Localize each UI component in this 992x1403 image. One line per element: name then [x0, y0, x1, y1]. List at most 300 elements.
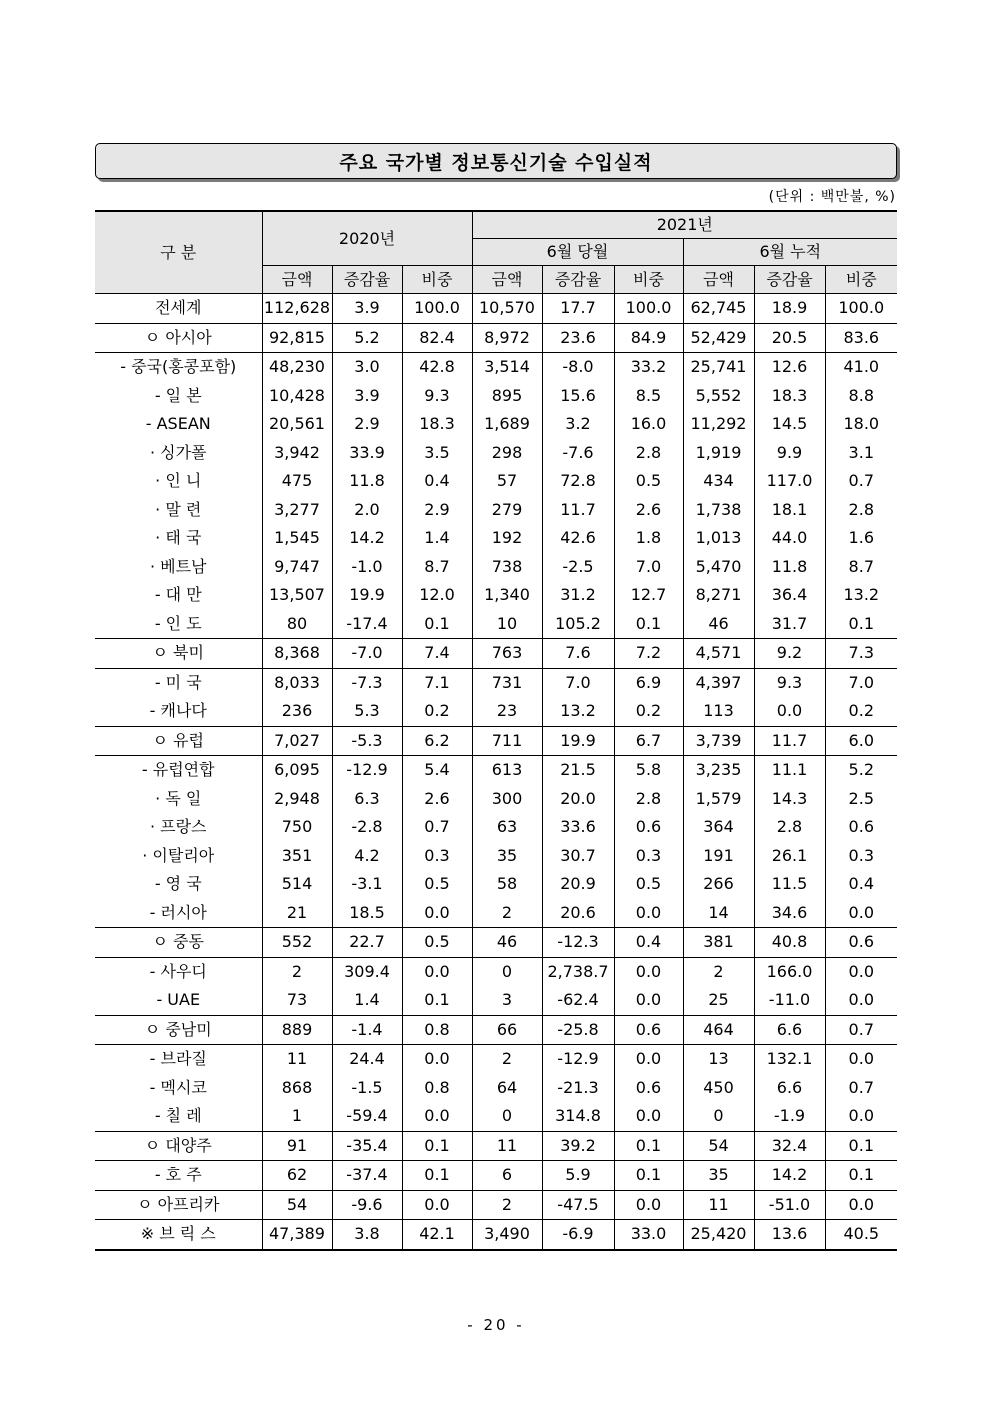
table-cell: 3,235 — [683, 756, 754, 785]
table-cell: 613 — [472, 756, 542, 785]
table-cell: 46 — [472, 928, 542, 958]
table-cell: 3.9 — [332, 382, 402, 411]
table-cell: 3.1 — [825, 439, 897, 468]
table-cell: 0.0 — [402, 1190, 472, 1220]
table-cell: 46 — [683, 610, 754, 639]
table-cell: 0.8 — [402, 1015, 472, 1045]
table-cell: 514 — [262, 870, 332, 899]
table-cell: 298 — [472, 439, 542, 468]
table-cell: -1.0 — [332, 553, 402, 582]
table-cell: 73 — [262, 986, 332, 1015]
table-cell: 12.6 — [754, 353, 825, 382]
table-cell: 3,277 — [262, 496, 332, 525]
row-label: - 러시아 — [149, 902, 207, 922]
table-cell: 4,571 — [683, 639, 754, 669]
table-cell: 3.5 — [402, 439, 472, 468]
table-cell: 266 — [683, 870, 754, 899]
table-cell: -25.8 — [542, 1015, 614, 1045]
table-cell: 0.1 — [825, 1131, 897, 1161]
table-cell: 0.0 — [825, 1045, 897, 1074]
table-cell: 9.9 — [754, 439, 825, 468]
table-cell: 35 — [683, 1161, 754, 1191]
table-cell: 32.4 — [754, 1131, 825, 1161]
table-cell: 54 — [262, 1190, 332, 1220]
table-cell: 31.7 — [754, 610, 825, 639]
table-row — [95, 928, 897, 958]
table-cell: -51.0 — [754, 1190, 825, 1220]
row-label: - 미 국 — [95, 668, 262, 697]
table-cell: 44.0 — [754, 524, 825, 553]
table-cell: 23.6 — [542, 323, 614, 353]
table-cell: 738 — [472, 553, 542, 582]
table-cell: -1.5 — [332, 1074, 402, 1103]
table-cell: 3.0 — [332, 353, 402, 382]
table-row — [95, 842, 897, 871]
table-cell: 5.4 — [402, 756, 472, 785]
table-cell: -1.4 — [332, 1015, 402, 1045]
table-cell: -8.0 — [542, 353, 614, 382]
table-cell: 0.5 — [402, 870, 472, 899]
table-cell: 63 — [472, 813, 542, 842]
table-cell: 0.7 — [825, 1015, 897, 1045]
table-cell: 1,689 — [472, 410, 542, 439]
table-cell: 105.2 — [542, 610, 614, 639]
table-cell: 0.5 — [614, 870, 683, 899]
table-cell: 2.8 — [754, 813, 825, 842]
table-cell: 18.0 — [825, 410, 897, 439]
table-cell: -6.9 — [542, 1220, 614, 1250]
table-cell: 6.2 — [402, 726, 472, 756]
table-cell: 0.0 — [614, 899, 683, 928]
table-cell: 1,738 — [683, 496, 754, 525]
table-cell: 0.0 — [754, 697, 825, 726]
table-cell: 1.6 — [825, 524, 897, 553]
table-row — [95, 1190, 897, 1220]
table-cell: 0.2 — [825, 697, 897, 726]
table-cell: 0.0 — [825, 1102, 897, 1131]
table-cell: 0.2 — [614, 697, 683, 726]
table-cell: 0.6 — [825, 813, 897, 842]
table-cell: 6.0 — [825, 726, 897, 756]
table-row — [95, 553, 897, 582]
table-cell: 33.0 — [614, 1220, 683, 1250]
table-cell: 9.3 — [754, 668, 825, 697]
table-cell: 1,579 — [683, 785, 754, 814]
table-cell: 0 — [683, 1102, 754, 1131]
table-cell: 13.6 — [754, 1220, 825, 1250]
table-cell: 552 — [262, 928, 332, 958]
table-cell: 42.8 — [402, 353, 472, 382]
table-cell: 8.5 — [614, 382, 683, 411]
table-cell: 7.1 — [402, 668, 472, 697]
table-cell: 0.4 — [825, 870, 897, 899]
table-row — [95, 581, 897, 610]
table-cell: 8,271 — [683, 581, 754, 610]
table-cell: 5.9 — [542, 1161, 614, 1191]
table-cell: 6,095 — [262, 756, 332, 785]
table-cell: -9.6 — [332, 1190, 402, 1220]
table-cell: 21.5 — [542, 756, 614, 785]
table-cell: 11 — [262, 1045, 332, 1074]
table-cell: 92,815 — [262, 323, 332, 353]
table-cell: 0.3 — [402, 842, 472, 871]
table-cell: 731 — [472, 668, 542, 697]
table-cell: 5,552 — [683, 382, 754, 411]
table-cell: 33.6 — [542, 813, 614, 842]
table-cell: 40.8 — [754, 928, 825, 958]
table-cell: 7.0 — [542, 668, 614, 697]
row-label: - 유럽연합 — [95, 756, 262, 785]
table-cell: 1,340 — [472, 581, 542, 610]
table-cell: -35.4 — [332, 1131, 402, 1161]
table-cell: 2 — [472, 899, 542, 928]
row-label: · 이탈리아 — [142, 845, 215, 865]
table-cell: 0.6 — [825, 928, 897, 958]
table-cell: 41.0 — [825, 353, 897, 382]
table-cell: 1.8 — [614, 524, 683, 553]
table-row — [95, 1102, 897, 1131]
table-cell: 0.0 — [614, 1102, 683, 1131]
table-cell: 8,368 — [262, 639, 332, 669]
table-cell: 5.2 — [332, 323, 402, 353]
table-cell: 0.5 — [402, 928, 472, 958]
table-cell: 11.8 — [332, 467, 402, 496]
table-cell: 62 — [262, 1161, 332, 1191]
table-cell: 191 — [683, 842, 754, 871]
table-cell: 314.8 — [542, 1102, 614, 1131]
table-cell: 21 — [262, 899, 332, 928]
table-cell: 0.7 — [825, 467, 897, 496]
table-cell: 3,942 — [262, 439, 332, 468]
table-cell: 2.6 — [614, 496, 683, 525]
table-cell: 3,490 — [472, 1220, 542, 1250]
table-cell: 12.7 — [614, 581, 683, 610]
table-cell: 62,745 — [683, 294, 754, 324]
table-row — [95, 726, 897, 756]
row-label: ㅇ 유럽 — [95, 726, 262, 756]
table-row — [95, 639, 897, 669]
table-row — [95, 1131, 897, 1161]
table-cell: 47,389 — [262, 1220, 332, 1250]
header-share: 비중 — [825, 266, 897, 294]
table-cell: 19.9 — [542, 726, 614, 756]
table-cell: 4.2 — [332, 842, 402, 871]
table-cell: 0 — [472, 957, 542, 986]
table-cell: 25 — [683, 986, 754, 1015]
table-cell: 0.0 — [402, 1102, 472, 1131]
table-cell: 7.3 — [825, 639, 897, 669]
table-cell: 0.1 — [614, 1161, 683, 1191]
table-cell: 9.3 — [402, 382, 472, 411]
table-cell: 0.8 — [402, 1074, 472, 1103]
row-label: - 브라질 — [95, 1045, 262, 1074]
table-cell: 1.4 — [402, 524, 472, 553]
table-cell: 0.0 — [825, 986, 897, 1015]
table-cell: 7,027 — [262, 726, 332, 756]
table-cell: 0.7 — [825, 1074, 897, 1103]
table-cell: 3.8 — [332, 1220, 402, 1250]
table-cell: 9,747 — [262, 553, 332, 582]
table-cell: 0.0 — [825, 1190, 897, 1220]
table-cell: 192 — [472, 524, 542, 553]
table-cell: 18.3 — [402, 410, 472, 439]
table-cell: 0.6 — [614, 813, 683, 842]
table-cell: 8.7 — [825, 553, 897, 582]
page-number: - 20 - — [467, 1316, 525, 1334]
table-cell: 2.8 — [825, 496, 897, 525]
table-cell: 11.7 — [754, 726, 825, 756]
table-cell: 0.0 — [614, 957, 683, 986]
table-cell: -2.8 — [332, 813, 402, 842]
table-cell: 20.9 — [542, 870, 614, 899]
table-cell: 2 — [262, 957, 332, 986]
table-cell: 2.5 — [825, 785, 897, 814]
table-cell: 450 — [683, 1074, 754, 1103]
row-label: ㅇ 아프리카 — [95, 1190, 262, 1220]
table-cell: 24.4 — [332, 1045, 402, 1074]
table-cell: -3.1 — [332, 870, 402, 899]
table-cell: 5,470 — [683, 553, 754, 582]
table-cell: 100.0 — [402, 294, 472, 324]
header-year-2020: 2020년 — [262, 211, 472, 266]
table-cell: 14.5 — [754, 410, 825, 439]
row-label: ㅇ 대양주 — [95, 1131, 262, 1161]
table-cell: -7.3 — [332, 668, 402, 697]
table-cell: 19.9 — [332, 581, 402, 610]
table-cell: 0.1 — [825, 610, 897, 639]
table-cell: 25,741 — [683, 353, 754, 382]
table-row — [95, 1161, 897, 1191]
row-label: · 싱가폴 — [149, 442, 207, 462]
table-cell: 279 — [472, 496, 542, 525]
table-cell: 20.5 — [754, 323, 825, 353]
table-cell: 11.5 — [754, 870, 825, 899]
table-cell: 6.9 — [614, 668, 683, 697]
table-cell: 15.6 — [542, 382, 614, 411]
table-cell: 2.8 — [614, 785, 683, 814]
table-cell: 113 — [683, 697, 754, 726]
table-body — [95, 294, 897, 1250]
table-cell: 13,507 — [262, 581, 332, 610]
table-cell: 0.0 — [614, 986, 683, 1015]
table-cell: 0.1 — [614, 610, 683, 639]
table-row — [95, 467, 897, 496]
table-cell: 464 — [683, 1015, 754, 1045]
table-row — [95, 1074, 897, 1103]
table-cell: 5.2 — [825, 756, 897, 785]
table-cell: -47.5 — [542, 1190, 614, 1220]
row-label: · 말 련 — [155, 499, 202, 519]
table-cell: 2.9 — [332, 410, 402, 439]
table-cell: -17.4 — [332, 610, 402, 639]
table-cell: -37.4 — [332, 1161, 402, 1191]
row-label: · 태 국 — [155, 528, 202, 548]
table-cell: 20.0 — [542, 785, 614, 814]
table-cell: -7.6 — [542, 439, 614, 468]
table-cell: 14.2 — [332, 524, 402, 553]
table-row — [95, 813, 897, 842]
table-cell: 0.6 — [614, 1074, 683, 1103]
header-june-cumulative: 6월 누적 — [683, 239, 897, 266]
table-cell: 7.2 — [614, 639, 683, 669]
table-cell: 72.8 — [542, 467, 614, 496]
table-cell: 7.0 — [825, 668, 897, 697]
table-cell: 7.6 — [542, 639, 614, 669]
table-cell: 66 — [472, 1015, 542, 1045]
table-cell: 23 — [472, 697, 542, 726]
table-cell: 52,429 — [683, 323, 754, 353]
table-cell: 1 — [262, 1102, 332, 1131]
table-cell: 54 — [683, 1131, 754, 1161]
table-cell: -5.3 — [332, 726, 402, 756]
row-label: - 일 본 — [154, 385, 202, 405]
table-cell: 3.9 — [332, 294, 402, 324]
table-cell: -59.4 — [332, 1102, 402, 1131]
table-cell: 2.0 — [332, 496, 402, 525]
table-row — [95, 524, 897, 553]
table-cell: 0.0 — [402, 1045, 472, 1074]
row-label: - 대 만 — [154, 585, 202, 605]
table-cell: -11.0 — [754, 986, 825, 1015]
table-cell: 0.0 — [825, 957, 897, 986]
table-row — [95, 496, 897, 525]
header-year-2021: 2021년 — [472, 211, 897, 239]
table-cell: 309.4 — [332, 957, 402, 986]
header-category: 구 분 — [95, 211, 262, 294]
table-cell: 35 — [472, 842, 542, 871]
table-cell: -21.3 — [542, 1074, 614, 1103]
header-growth: 증감율 — [542, 266, 614, 294]
table-cell: 763 — [472, 639, 542, 669]
table-cell: 14.2 — [754, 1161, 825, 1191]
table-cell: 2,738.7 — [542, 957, 614, 986]
table-cell: 0.1 — [825, 1161, 897, 1191]
table-cell: 1,013 — [683, 524, 754, 553]
row-label: - 멕시코 — [149, 1077, 207, 1097]
table-cell: 11.7 — [542, 496, 614, 525]
table-cell: 0.3 — [614, 842, 683, 871]
table-cell: 8,972 — [472, 323, 542, 353]
table-cell: 0.1 — [402, 610, 472, 639]
header-june-current: 6월 당월 — [472, 239, 683, 266]
table-cell: 48,230 — [262, 353, 332, 382]
table-cell: 18.9 — [754, 294, 825, 324]
table-row — [95, 323, 897, 353]
table-cell: 0.1 — [402, 986, 472, 1015]
table-cell: 31.2 — [542, 581, 614, 610]
table-cell: 132.1 — [754, 1045, 825, 1074]
table-cell: 0.0 — [614, 1190, 683, 1220]
table-cell: 6.6 — [754, 1074, 825, 1103]
table-cell: 10,428 — [262, 382, 332, 411]
table-cell: 300 — [472, 785, 542, 814]
table-cell: 82.4 — [402, 323, 472, 353]
table-row — [95, 756, 897, 785]
table-cell: 1,545 — [262, 524, 332, 553]
table-row — [95, 294, 897, 324]
row-label: 전세계 — [155, 298, 202, 318]
table-cell: -1.9 — [754, 1102, 825, 1131]
table-cell: 2 — [472, 1045, 542, 1074]
table-cell: 166.0 — [754, 957, 825, 986]
table-cell: 112,628 — [262, 294, 332, 324]
table-cell: 9.2 — [754, 639, 825, 669]
row-label: ※ 브 릭 스 — [95, 1220, 262, 1250]
header-amount: 금액 — [472, 266, 542, 294]
table-cell: 7.0 — [614, 553, 683, 582]
table-cell: 42.1 — [402, 1220, 472, 1250]
table-cell: 0.0 — [402, 957, 472, 986]
table-cell: 351 — [262, 842, 332, 871]
table-cell: 18.1 — [754, 496, 825, 525]
table-row — [95, 785, 897, 814]
table-cell: 16.0 — [614, 410, 683, 439]
table-cell: 18.5 — [332, 899, 402, 928]
table-row — [95, 382, 897, 411]
table-cell: 711 — [472, 726, 542, 756]
row-label: - 캐나다 — [149, 701, 207, 721]
table-cell: 434 — [683, 467, 754, 496]
row-label: · 프랑스 — [149, 817, 207, 837]
table-cell: 40.5 — [825, 1220, 897, 1250]
table-cell: 0.7 — [402, 813, 472, 842]
import-table — [95, 210, 897, 1251]
table-cell: 22.7 — [332, 928, 402, 958]
table-cell: -7.0 — [332, 639, 402, 669]
table-row — [95, 870, 897, 899]
table-cell: 34.6 — [754, 899, 825, 928]
table-cell: 8,033 — [262, 668, 332, 697]
row-label: - 영 국 — [154, 874, 202, 894]
table-cell: 10,570 — [472, 294, 542, 324]
row-label: ㅇ 북미 — [95, 639, 262, 669]
table-cell: 2 — [472, 1190, 542, 1220]
table-cell: 0.4 — [402, 467, 472, 496]
table-cell: -2.5 — [542, 553, 614, 582]
table-cell: 57 — [472, 467, 542, 496]
table-row — [95, 1220, 897, 1250]
table-cell: 1.4 — [332, 986, 402, 1015]
table-cell: 6 — [472, 1161, 542, 1191]
table-cell: 236 — [262, 697, 332, 726]
table-cell: 13 — [683, 1045, 754, 1074]
table-row — [95, 697, 897, 726]
row-label: ㅇ 중동 — [95, 928, 262, 958]
table-row — [95, 899, 897, 928]
table-cell: 39.2 — [542, 1131, 614, 1161]
table-cell: 26.1 — [754, 842, 825, 871]
table-cell: 2.9 — [402, 496, 472, 525]
table-cell: 0.6 — [614, 1015, 683, 1045]
row-label: · 독 일 — [155, 788, 202, 808]
unit-note: (단위 : 백만불, %) — [768, 189, 896, 205]
table-cell: 11.8 — [754, 553, 825, 582]
table-cell: 11 — [472, 1131, 542, 1161]
table-cell: 2.8 — [614, 439, 683, 468]
table-cell: 0.1 — [614, 1131, 683, 1161]
table-cell: 0.3 — [825, 842, 897, 871]
table-cell: 64 — [472, 1074, 542, 1103]
table-row — [95, 986, 897, 1015]
row-label: - UAE — [156, 990, 201, 1010]
table-cell: 2,948 — [262, 785, 332, 814]
table-cell: 84.9 — [614, 323, 683, 353]
table-cell: 0.0 — [614, 1045, 683, 1074]
table-cell: 14.3 — [754, 785, 825, 814]
table-cell: 750 — [262, 813, 332, 842]
table-cell: 12.0 — [402, 581, 472, 610]
table-cell: 1,919 — [683, 439, 754, 468]
